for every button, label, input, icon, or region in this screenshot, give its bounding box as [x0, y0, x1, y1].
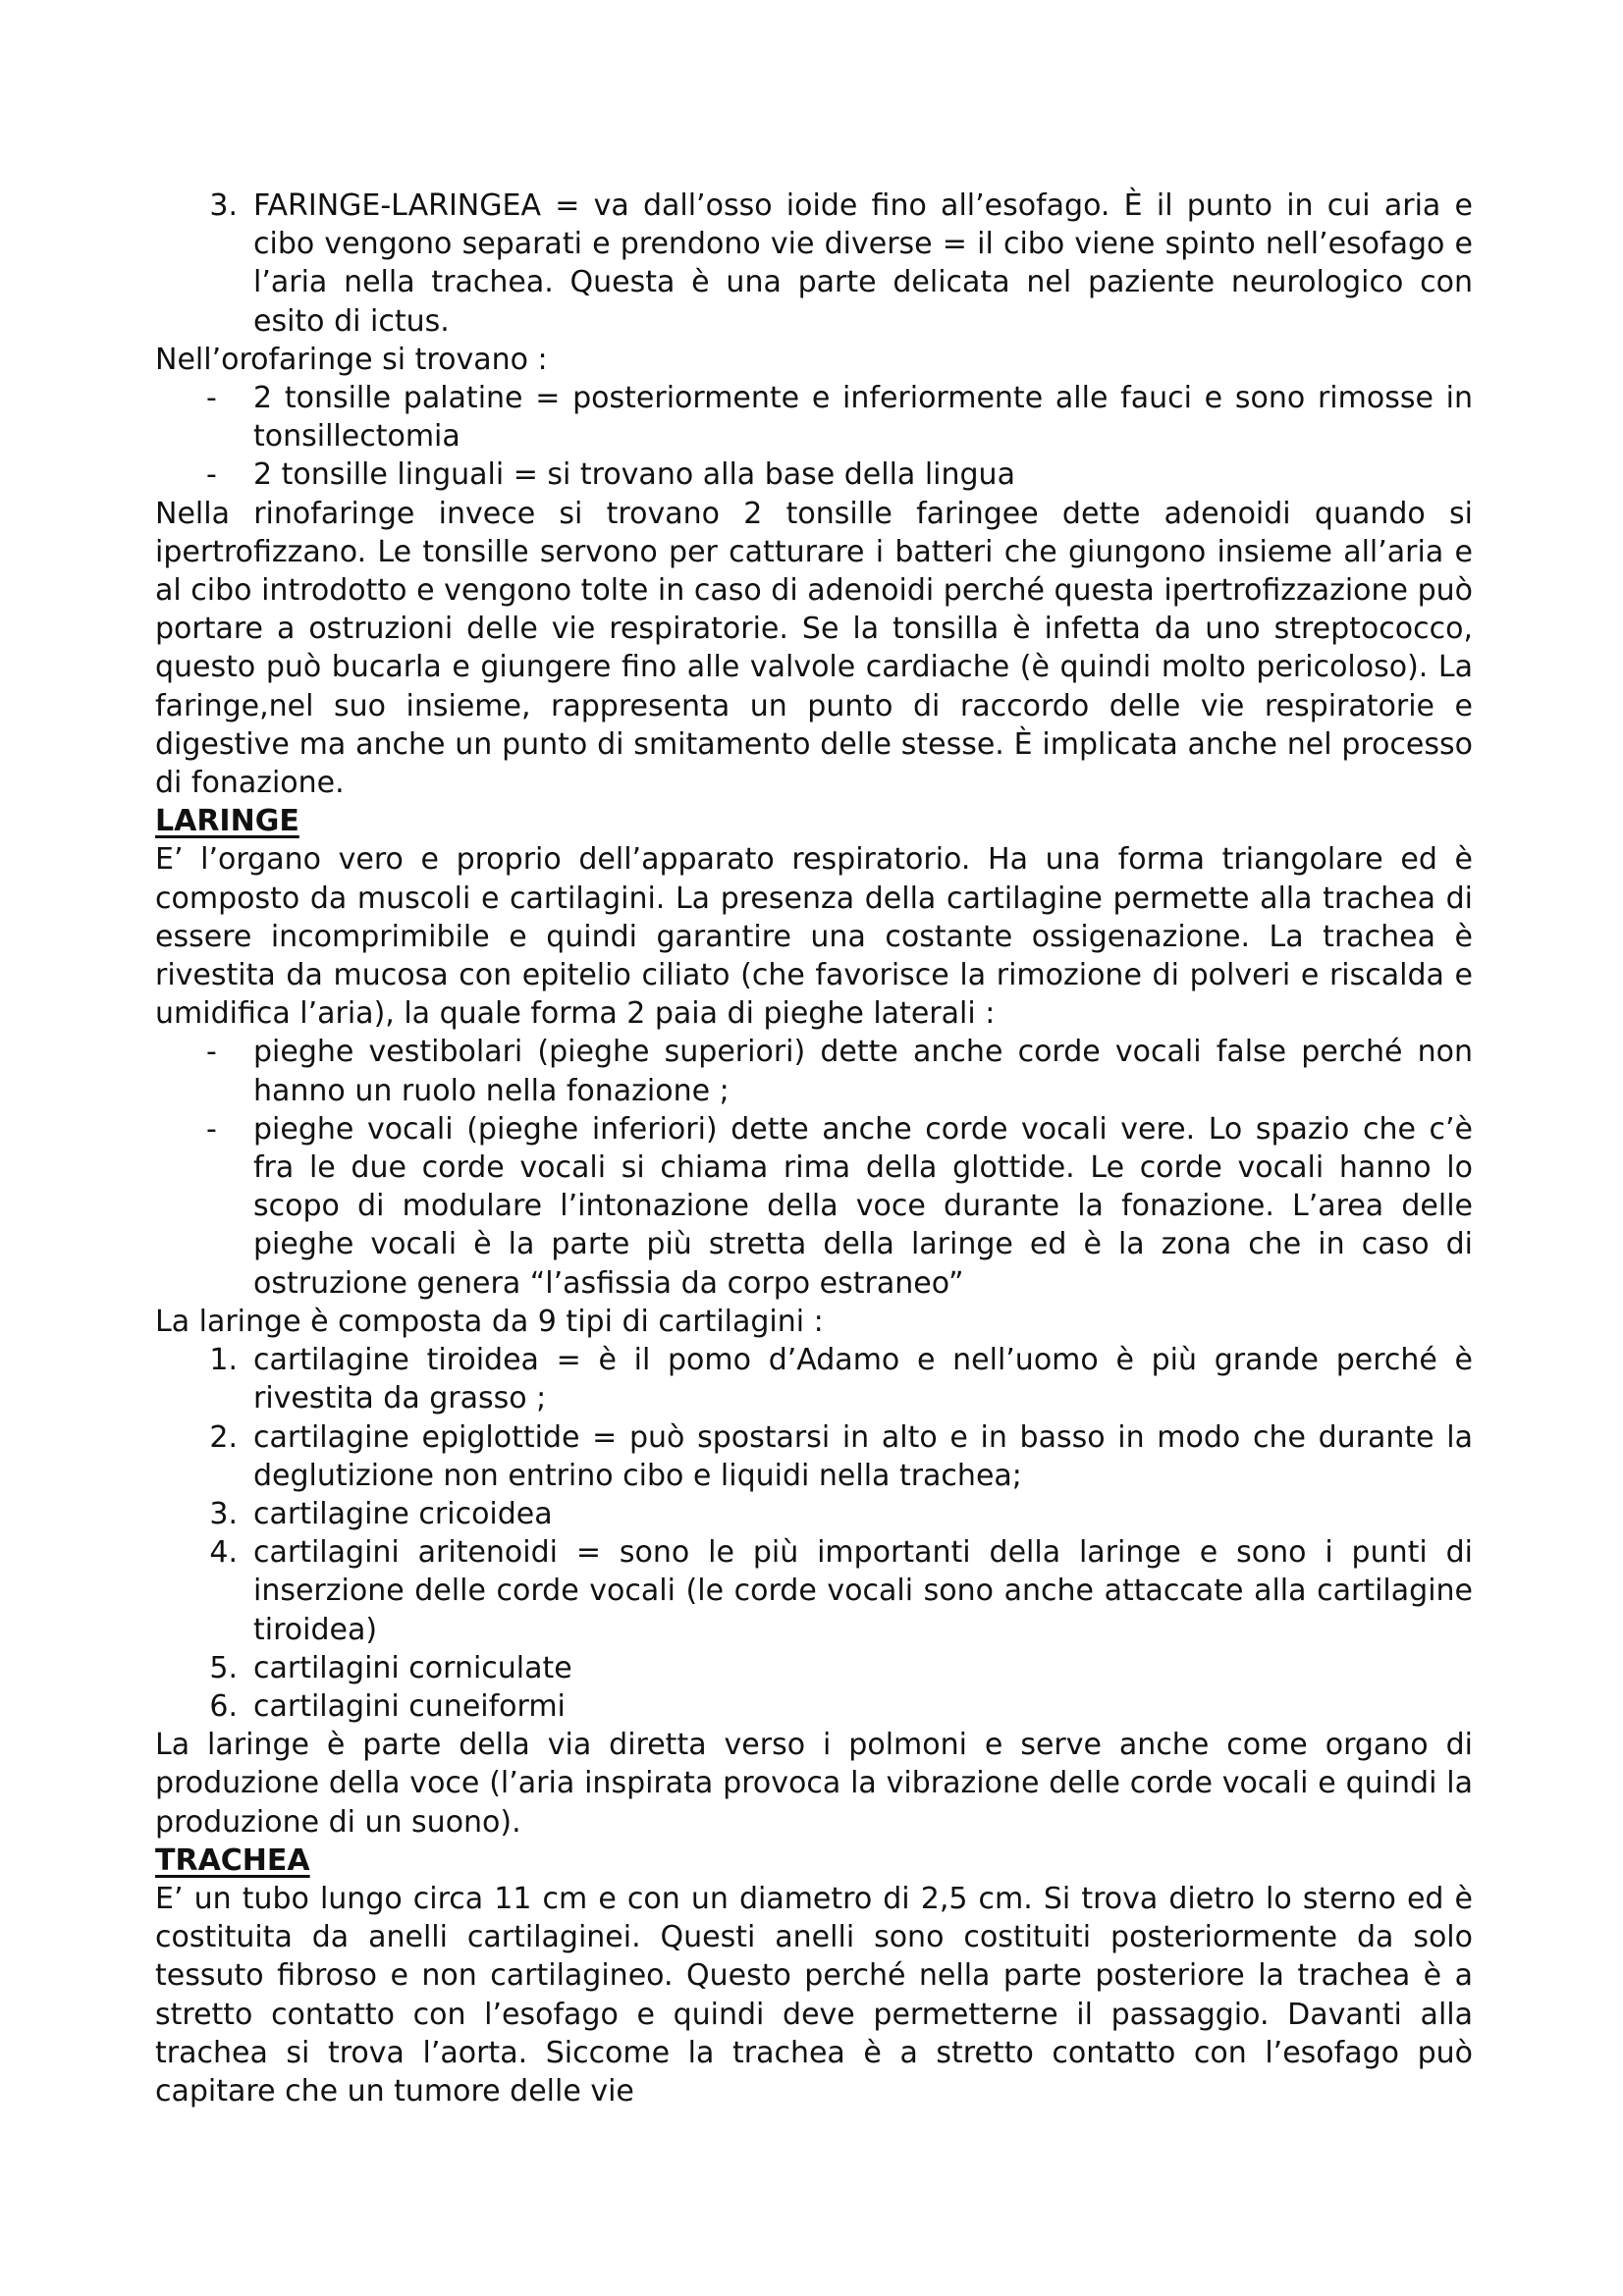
bullet-dash: -: [206, 1035, 217, 1070]
pharynx-list: [155, 187, 1473, 341]
trachea-paragraph: E’ un tubo lungo circa 11 cm e con un diametro di 2,5 cm. Si trova dietro lo sterno ed è costituita da anelli cartilaginei. Questi anelli sono costituiti posteriormente da solo tessuto fibroso e non cartilagineo. Questo perché nella parte posteriore la trachea è a stretto contatto con l’esofago e quindi deve permetterne il passaggio. Davanti alla trachea si trova l’aorta. Siccome la trachea è a stretto contatto con l’esofago può capitare che un tumore delle vie: [155, 1881, 1473, 2109]
list-marker: 1.: [209, 1343, 238, 1378]
list-marker: 5.: [209, 1650, 238, 1685]
list-item: [155, 1033, 1473, 1109]
list-item: [155, 1110, 1473, 1303]
list-marker: 3.: [209, 1496, 238, 1531]
list-item-text: FARINGE-LARINGEA = va dall’osso ioide fino all’esofago. È il punto in cui aria e cibo vengono separati e prendono vie diverse = il cibo viene spinto nell’esofago e l’aria nella trachea. Questa è una parte delicata nel paziente neurologico con esito di ictus.: [253, 188, 1473, 339]
document-page: [155, 187, 1473, 2110]
list-item-text: 2 tonsille palatine = posteriormente e inferiormente alle fauci e sono rimosse in tonsillectomia: [253, 381, 1473, 454]
bullet-dash: -: [206, 1111, 217, 1147]
list-item: [155, 187, 1473, 341]
list-item: [155, 1687, 1473, 1726]
list-item-text: cartilagine epiglottide = può spostarsi in alto e in basso in modo che durante la deglutizione non entrino cibo e liquidi nella trachea;: [253, 1419, 1473, 1493]
list-item-text: cartilagine cricoidea: [253, 1496, 553, 1531]
folds-bullet-list: [155, 1033, 1473, 1302]
list-marker: 6.: [209, 1688, 238, 1724]
rinofaringe-paragraph: Nella rinofaringe invece si trovano 2 tonsille faringee dette adenoidi quando si ipertrofizzano. Le tonsille servono per catturare i batteri che giungono insieme all’aria e al cibo introdotto e vengono tolte in caso di adenoidi perché questa ipertrofizzazione può portare a ostruzioni delle vie respiratorie. Se la tonsilla è infetta da uno streptococco, questo può bucarla e giungere fino alle valvole cardiache (è quindi molto pericoloso). La faringe,nel suo insieme, rappresenta un punto di raccordo delle vie respiratorie e digestive ma anche un punto di smitamento delle stesse. È implicata anche nel processo di fonazione.: [155, 496, 1473, 801]
list-item-text: cartilagini aritenoidi = sono le più importanti della laringe e sono i punti di inserzione delle corde vocali (le corde vocali sono anche attaccate alla cartilagine tiroidea): [253, 1535, 1473, 1647]
list-item-text: pieghe vestibolari (pieghe superiori) dette anche corde vocali false perché non hanno un ruolo nella fonazione ;: [253, 1035, 1473, 1108]
list-item: [155, 455, 1473, 494]
bullet-dash: -: [206, 381, 217, 416]
list-item: [155, 1341, 1473, 1417]
list-item-text: cartilagine tiroidea = è il pomo d’Adamo e nell’uomo è più grande perché è rivestita da grasso ;: [253, 1343, 1473, 1416]
list-item-text: cartilagini corniculate: [253, 1650, 572, 1685]
list-item: [155, 1649, 1473, 1687]
laringe-intro-paragraph: E’ l’organo vero e proprio dell’apparato respiratorio. Ha una forma triangolare ed è composto da muscoli e cartilagini. La presenza della cartilagine permette alla trachea di essere incomprimibile e quindi garantire una costante ossigenazione. La trachea è rivestita da mucosa con epitelio ciliato (che favorisce la rimozione di polveri e riscalda e umidifica l’aria), la quale forma 2 paia di pieghe laterali :: [155, 842, 1473, 1032]
list-marker: 3.: [209, 188, 238, 223]
bullet-dash: -: [206, 457, 217, 493]
trachea-heading: TRACHEA: [155, 1842, 310, 1878]
list-item: [155, 1495, 1473, 1533]
list-item-text: pieghe vocali (pieghe inferiori) dette anche corde vocali vere. Lo spazio che c’è fra le due corde vocali si chiama rima della glottide. Le corde vocali hanno lo scopo di modulare l’intonazione della voce durante la fonazione. L’area delle pieghe vocali è la parte più stretta della laringe ed è la zona che in caso di ostruzione genera “l’asfissia da corpo estraneo”: [253, 1111, 1473, 1301]
list-item-text: 2 tonsille linguali = si trovano alla base della lingua: [253, 457, 1015, 493]
orofaringe-bullet-list: [155, 379, 1473, 495]
laringe-heading: LARINGE: [155, 804, 299, 839]
laringe-closing-paragraph: La laringe è parte della via diretta verso i polmoni e serve anche come organo di produzione della voce (l’aria inspirata provoca la vibrazione delle corde vocali e quindi la produzione di un suono).: [155, 1728, 1473, 1840]
list-item: [155, 1418, 1473, 1495]
list-marker: 2.: [209, 1419, 238, 1455]
list-item-text: cartilagini cuneiformi: [253, 1688, 566, 1724]
list-item: [155, 1533, 1473, 1649]
cartilages-intro: La laringe è composta da 9 tipi di cartilagini :: [155, 1304, 824, 1339]
cartilages-list: [155, 1341, 1473, 1726]
list-item: [155, 379, 1473, 455]
list-marker: 4.: [209, 1535, 238, 1571]
orofaringe-intro: Nell’orofaringe si trovano :: [155, 342, 548, 377]
